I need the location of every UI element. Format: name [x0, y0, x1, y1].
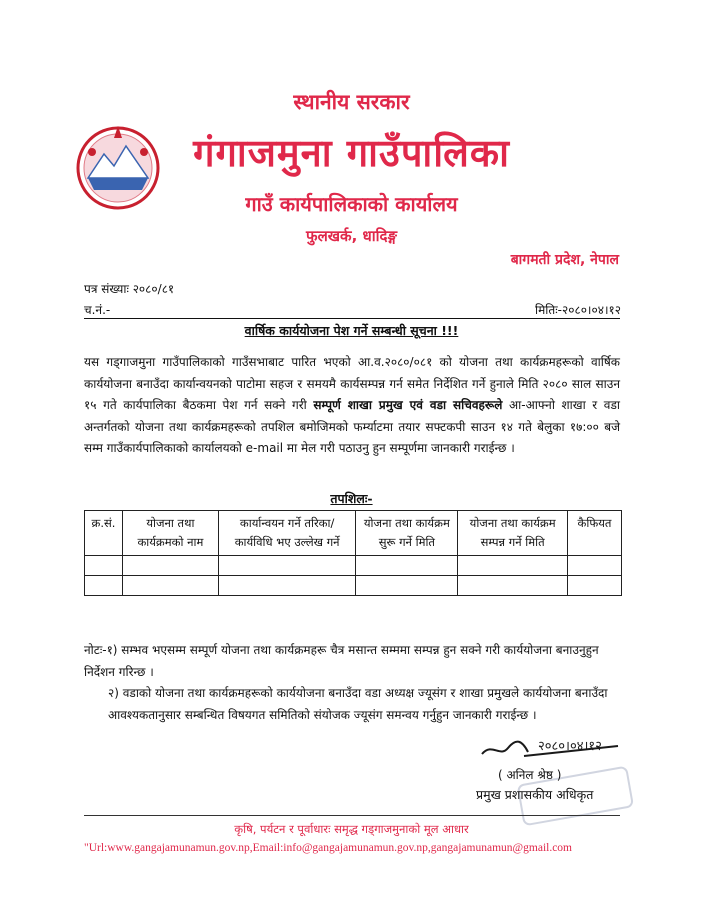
body-emphasis: सम्पूर्ण शाखा प्रमुख एवं वडा सचिवहरूले	[313, 398, 503, 412]
divider	[84, 318, 620, 319]
footer-slogan: कृषि, पर्यटन र पूर्वाधारः समृद्ध गड्गाजमुनाको मूल आधार	[234, 822, 469, 836]
letter-number: पत्र संख्याः २०८०/८१	[84, 282, 175, 296]
province-line: बागमती प्रदेश, नेपाल	[510, 252, 619, 268]
footer-contact: "Url:www.gangajamunamun.gov.np,Email:info@gangajamunamun.gov.np,gangajamunamun@gmail.com	[84, 842, 573, 854]
body-part-1: यस गड्गाजमुना गाउँपालिकाको गाउँसभाबाट पारित भएको आ.व.२०८०/०८१ को योजना तथा कार्यक्रमहरूको वार्षिक कार्ययोजना बनाउँदा कार्यान्वयनको पाटोमा सहज र समयमै कार्यसम्पन्न गर्न समेत निर्देशित गर्ने हुनाले मिति २०८० साल साउन १५ गते कार्यपालिका बैठकमा पेश गर्न सक्ने गरी	[84, 355, 620, 412]
footer-divider	[84, 815, 620, 816]
signatory-title: प्रमुख प्रशासकीय अधिकृत	[476, 787, 594, 802]
reference-number: च.नं.-	[84, 303, 111, 317]
government-line: स्थानीय सरकार	[293, 90, 410, 114]
municipality-name: गंगाजमुना गाउँपालिका	[193, 131, 510, 175]
header-start-date: योजना तथा कार्यक्रम सुरू गर्ने मिति	[356, 511, 458, 556]
header-completion-date: योजना तथा कार्यक्रम सम्पन्न गर्ने मिति	[458, 511, 568, 556]
signature-date: २०८०।०४।१२	[538, 739, 602, 754]
header-program-name: योजना तथा कार्यक्रमको नाम	[122, 511, 218, 556]
header-implementation-method: कार्यान्वयन गर्ने तरिका/कार्यविधि भए उल्लेख गर्ने	[218, 511, 356, 556]
note-1: नोटः-१) सम्भव भएसम्म सम्पूर्ण योजना तथा कार्यक्रमहरू चैत्र मसान्त सम्ममा सम्पन्न हुन सक्ने गरी कार्ययोजना बनाउनुहुन निर्देशन गरिन्छ ।	[84, 643, 599, 679]
signatory-name: ( अनिल श्रेष्ठ )	[498, 768, 562, 782]
office-name: गाउँ कार्यपालिकाको कार्यालय	[245, 192, 458, 216]
header-sn: क्र.सं.	[85, 511, 123, 556]
subject-line: वार्षिक कार्ययोजना पेश गर्ने सम्बन्धी सूचना !!!	[244, 323, 459, 338]
body-part-2: आ-आफ्नो शाखा र वडा अन्तर्गतको योजना तथा कार्यक्रमहरूको तपशिल बमोजिमको फर्म्याटमा तयार सफ्टकपी साउन १४ गते बेलुका १७:०० बजे सम्म गाउँकार्यपालिकाको कार्यालयको e-mail मा मेल गरी पठाउनु हुन सम्पूर्णमा जानकारी गराईन्छ ।	[84, 398, 620, 455]
header-remarks: कैफियत	[568, 511, 622, 556]
letter-date: मितिः-२०८०।०४।१२	[534, 303, 621, 317]
plan-format-table	[84, 510, 622, 596]
table-row	[85, 576, 622, 596]
details-heading: तपशिलः-	[330, 491, 373, 506]
table-header-row	[85, 511, 622, 556]
office-address: फुलखर्क, धादिङ्ग	[306, 227, 397, 245]
notes-block	[84, 640, 624, 726]
table-row	[85, 556, 622, 576]
note-2: २) वडाको योजना तथा कार्यक्रमहरूको कार्ययोजना बनाउँदा वडा अध्यक्ष ज्यूसंग र शाखा प्रमुखले कार्ययोजना बनाउँदा आवश्यकतानुसार सम्बन्धित विषयगत समितिको संयोजक ज्यूसंग समन्वय गर्नुहुन जानकारी गराईन्छ ।	[108, 686, 608, 722]
notice-body	[84, 352, 620, 460]
